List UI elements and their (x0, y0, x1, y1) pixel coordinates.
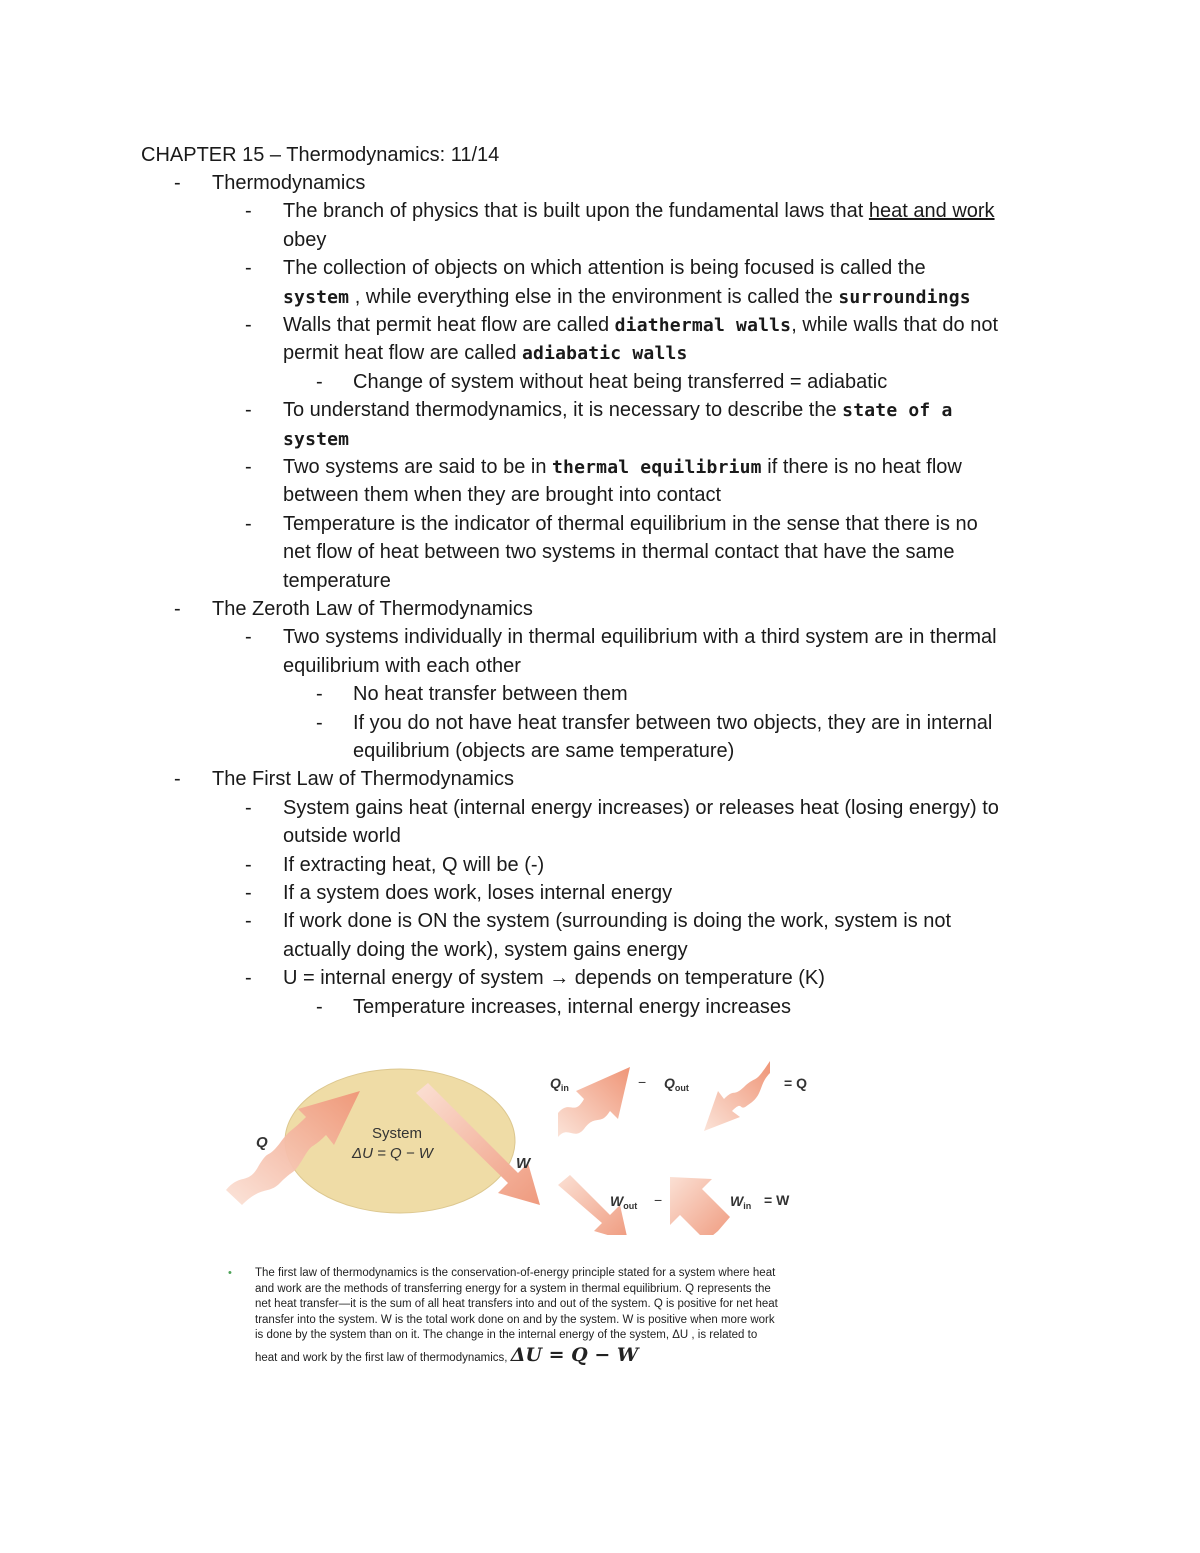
outline-bullet-dash: - (174, 598, 181, 620)
outline-bullet-dash: - (245, 257, 252, 280)
outline-bullet-dash: - (245, 882, 252, 904)
caption-line: net heat transfer—it is the sum of all heat transfers into and out of the system. Q is positive for net heat (255, 1298, 778, 1311)
caption-line: transfer into the system. W is the total work done on and by the system. W is positive when more work (255, 1313, 775, 1326)
bold-term: surroundings (838, 286, 971, 308)
outline-text: net flow of heat between two systems in thermal contact that have the same (283, 541, 955, 564)
outline-text: Temperature increases, internal energy increases (353, 995, 791, 1018)
outline-bullet-dash: - (245, 910, 252, 933)
outline-text: System gains heat (internal energy increases) or releases heat (losing energy) to (283, 796, 999, 819)
outline-text: if there is no heat flow (761, 456, 962, 478)
outline-bullet-dash: - (245, 626, 252, 649)
outline-line-level-2 (283, 964, 825, 992)
outline-bullet-dash: - (316, 711, 323, 734)
bold-term: adiabatic walls (522, 343, 688, 365)
w-label: W (516, 1155, 531, 1172)
outline-line-level-2 (283, 453, 962, 481)
outline-line-level-2 (283, 794, 999, 822)
outline-bullet-dash: - (316, 370, 323, 393)
outline-text: If a system does work, loses internal energy (283, 882, 673, 904)
outline-line-level-2 (283, 538, 954, 566)
caption-equation: ΔU = Q − W (510, 1344, 639, 1366)
outline-text: obey (283, 228, 327, 251)
outline-line-level-2 (283, 623, 997, 651)
q-in-arrow (558, 1067, 630, 1137)
outline-line-level-2 (283, 822, 401, 850)
outline-line-level-2 (283, 226, 326, 254)
outline-line-level-2 (283, 652, 521, 680)
outline-line-level-1 (212, 765, 514, 793)
outline-text: If work done is ON the system (surrounding is doing the work, system is not (283, 910, 952, 933)
outline-bullet-dash: - (245, 967, 252, 990)
q-in-symbol: $Q_{in}$ (550, 1075, 569, 1093)
outline-bullet-dash: - (174, 768, 181, 791)
outline-line-level-2 (283, 851, 544, 879)
outline-line-level-2 (283, 197, 995, 225)
caption-last-text: heat and work by the first law of thermodynamics, (255, 1352, 508, 1364)
outline-text: The Zeroth Law of Thermodynamics (212, 598, 533, 620)
outline-bullet-dash: - (245, 200, 252, 223)
caption-line: is done by the system than on it. The change in the internal energy of the system, ΔU , is related to (255, 1329, 758, 1342)
outline-line-level-1 (212, 169, 365, 197)
outline-text: Two systems are said to be in (283, 456, 553, 478)
eq-q: = Q (784, 1075, 807, 1091)
outline-bullet-dash: - (245, 399, 252, 422)
w-minus: − (654, 1192, 663, 1208)
outline-line-level-2 (283, 567, 391, 595)
w-in-symbol: $W_{in}$ (730, 1193, 752, 1211)
q-minus: − (638, 1074, 647, 1090)
bold-term: system (283, 286, 350, 308)
outline-line-level-3 (353, 680, 628, 708)
outline-bullet-dash: - (316, 683, 323, 706)
outline-line-level-2 (283, 936, 688, 964)
outline-text: Change of system without heat being transferred = adiabatic (353, 370, 888, 393)
eq-w: = W (764, 1192, 790, 1208)
outline-text: actually doing the work), system gains energy (283, 938, 688, 961)
q-label: Q (256, 1134, 268, 1151)
outline-text: The branch of physics that is built upon the fundamental laws that (283, 200, 869, 223)
outline-line-level-2 (283, 879, 672, 907)
outline-bullet-dash: - (316, 995, 323, 1018)
bold-term: thermal equilibrium (552, 457, 762, 478)
outline-bullet-dash: - (245, 796, 252, 819)
outline-line-level-2 (283, 510, 978, 538)
first-law-diagram (218, 1055, 828, 1235)
bold-term: state of a (842, 400, 953, 422)
outline-text: Thermodynamics (212, 172, 366, 194)
outline-text: permit heat flow are called (283, 342, 523, 365)
bold-term: system (283, 428, 350, 450)
outline-line-level-2 (283, 254, 926, 282)
outline-text: To understand thermodynamics, it is necessary to describe the (283, 399, 843, 422)
w-out-symbol: $W_{out}$ (610, 1193, 638, 1211)
outline-text: If extracting heat, Q will be (-) (283, 853, 545, 876)
outline-text: equilibrium (objects are same temperature) (353, 740, 735, 762)
outline-text: outside world (283, 825, 401, 848)
outline-line-level-1 (212, 595, 533, 623)
outline-line-level-3 (353, 737, 734, 765)
outline-bullet-dash: - (245, 853, 252, 876)
outline-bullet-dash: - (245, 456, 252, 478)
outline-text: Two systems individually in thermal equilibrium with a third system are in thermal (283, 626, 997, 649)
system-label: System (372, 1125, 423, 1142)
outline-text: U = internal energy of system → depends on temperature (K) (283, 967, 825, 990)
outline-text: If you do not have heat transfer between two objects, they are in internal (353, 711, 993, 734)
outline-text: between them when they are brought into contact (283, 484, 722, 507)
outline-line-level-3 (353, 709, 992, 737)
outline-line-level-2 (283, 283, 971, 311)
outline-line-level-2 (283, 339, 688, 367)
q-out-arrow (704, 1061, 770, 1131)
caption-line: and work are the methods of transferring energy for a system in thermal equilibrium. Q represents the (255, 1282, 771, 1295)
outline-line-level-2 (283, 311, 998, 339)
outline-text: Walls that permit heat flow are called (283, 314, 615, 336)
outline-line-level-3 (353, 368, 887, 396)
outline-bullet-dash: - (174, 172, 181, 194)
q-out-symbol: $Q_{out}$ (664, 1075, 689, 1093)
outline-text: Temperature is the indicator of thermal equilibrium in the sense that there is no (283, 512, 978, 535)
outline-text: , while walls that do not (791, 314, 998, 336)
outline-text: No heat transfer between them (353, 683, 628, 706)
outline-bullet-dash: - (245, 314, 252, 336)
outline-line-level-3 (353, 993, 791, 1021)
outline-text: equilibrium with each other (283, 654, 521, 677)
outline-text: temperature (283, 569, 391, 592)
caption-line: The first law of thermodynamics is the conservation-of-energy principle stated for a system where heat (255, 1267, 776, 1279)
page-title: CHAPTER 15 – Thermodynamics: 11/14 (141, 144, 500, 166)
outline-text: , while everything else in the environment is called the (349, 285, 839, 308)
outline-line-level-2 (283, 907, 951, 935)
caption-last-line (255, 1344, 639, 1367)
outline-line-level-2 (283, 425, 349, 453)
caption-bullet: • (228, 1267, 232, 1279)
first-law-figure (218, 1055, 828, 1235)
w-in-arrow (670, 1177, 730, 1235)
system-equation: ΔU = Q − W (352, 1145, 433, 1162)
underlined-text: heat and work (868, 200, 995, 223)
bold-term: diathermal walls (614, 315, 792, 336)
outline-bullet-dash: - (245, 512, 252, 535)
outline-text: The First Law of Thermodynamics (212, 768, 514, 791)
outline-line-level-2 (283, 396, 953, 424)
outline-line-level-2 (283, 481, 721, 509)
outline-text: The collection of objects on which attention is being focused is called the (283, 257, 926, 280)
